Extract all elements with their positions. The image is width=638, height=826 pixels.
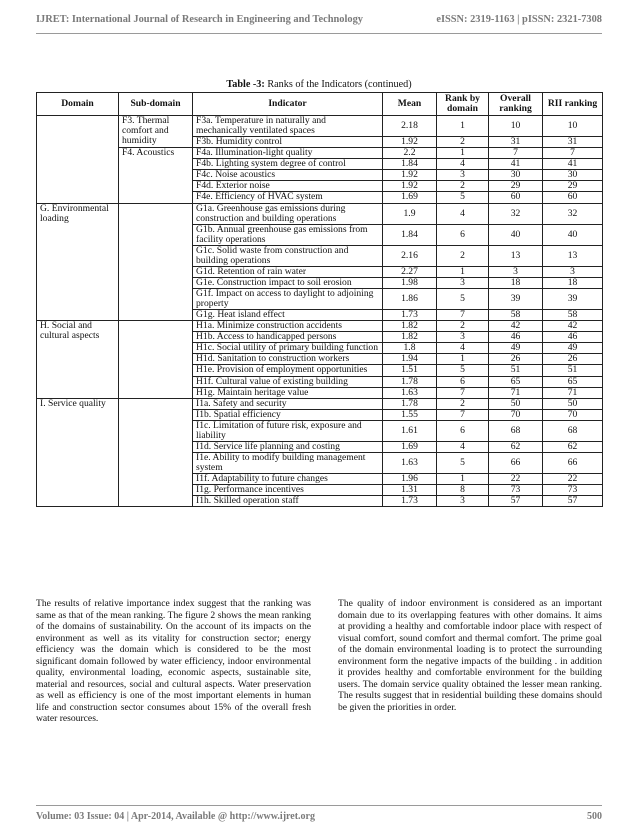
rank-cell: 7 bbox=[437, 310, 489, 321]
domain-cell: H. Social and cultural aspects bbox=[37, 321, 119, 398]
overall-ranking-cell: 3 bbox=[489, 266, 543, 277]
indicator-cell: G1d. Retention of rain water bbox=[193, 266, 383, 277]
mean-cell: 1.63 bbox=[383, 452, 437, 473]
indicator-cell: H1a. Minimize construction accidents bbox=[193, 321, 383, 332]
indicator-cell: I1h. Skilled operation staff bbox=[193, 496, 383, 507]
rank-cell: 4 bbox=[437, 441, 489, 452]
rank-cell: 7 bbox=[437, 387, 489, 398]
mean-cell: 1.84 bbox=[383, 224, 437, 245]
domain-cell: I. Service quality bbox=[37, 398, 119, 507]
overall-ranking-cell: 42 bbox=[489, 321, 543, 332]
indicator-cell: H1g. Maintain heritage value bbox=[193, 387, 383, 398]
rank-cell: 1 bbox=[437, 148, 489, 159]
rank-cell: 2 bbox=[437, 398, 489, 409]
rii-ranking-cell: 65 bbox=[543, 376, 603, 387]
indicator-cell: F4a. Illumination-light quality bbox=[193, 148, 383, 159]
rank-cell: 8 bbox=[437, 485, 489, 496]
mean-cell: 1.94 bbox=[383, 354, 437, 365]
table-row bbox=[37, 203, 603, 224]
table-row bbox=[37, 148, 603, 159]
rank-cell: 5 bbox=[437, 192, 489, 203]
table-caption bbox=[36, 79, 602, 90]
rank-cell: 1 bbox=[437, 266, 489, 277]
rii-ranking-cell: 60 bbox=[543, 192, 603, 203]
subdomain-cell bbox=[119, 398, 193, 507]
rank-cell: 5 bbox=[437, 452, 489, 473]
volume-info: Volume: 03 Issue: 04 | Apr-2014, Available @ http://www.ijret.org bbox=[36, 811, 315, 822]
mean-cell: 1.82 bbox=[383, 321, 437, 332]
rii-ranking-cell: 29 bbox=[543, 181, 603, 192]
indicator-cell: F3b. Humidity control bbox=[193, 137, 383, 148]
rank-cell: 6 bbox=[437, 224, 489, 245]
indicator-cell: I1b. Spatial efficiency bbox=[193, 409, 383, 420]
rii-ranking-cell: 18 bbox=[543, 277, 603, 288]
indicator-cell: H1d. Sanitation to construction workers bbox=[193, 354, 383, 365]
mean-cell: 1.8 bbox=[383, 343, 437, 354]
mean-cell: 1.61 bbox=[383, 420, 437, 441]
rank-cell: 2 bbox=[437, 321, 489, 332]
overall-ranking-cell: 73 bbox=[489, 485, 543, 496]
rank-cell: 3 bbox=[437, 170, 489, 181]
mean-cell: 1.73 bbox=[383, 496, 437, 507]
overall-ranking-cell: 41 bbox=[489, 159, 543, 170]
rii-ranking-cell: 32 bbox=[543, 203, 603, 224]
rii-ranking-cell: 10 bbox=[543, 116, 603, 137]
rank-cell: 4 bbox=[437, 203, 489, 224]
rii-ranking-cell: 46 bbox=[543, 332, 603, 343]
column-header: Sub-domain bbox=[119, 93, 193, 116]
indicator-cell: G1a. Greenhouse gas emissions during construction and building operations bbox=[193, 203, 383, 224]
mean-cell: 1.55 bbox=[383, 409, 437, 420]
mean-cell: 1.63 bbox=[383, 387, 437, 398]
overall-ranking-cell: 32 bbox=[489, 203, 543, 224]
rii-ranking-cell: 50 bbox=[543, 398, 603, 409]
overall-ranking-cell: 51 bbox=[489, 365, 543, 376]
table-row bbox=[37, 321, 603, 332]
mean-cell: 1.92 bbox=[383, 137, 437, 148]
mean-cell: 2.2 bbox=[383, 148, 437, 159]
rii-ranking-cell: 70 bbox=[543, 409, 603, 420]
indicator-cell: I1d. Service life planning and costing bbox=[193, 441, 383, 452]
rank-cell: 6 bbox=[437, 420, 489, 441]
issn-label: eISSN: 2319-1163 | pISSN: 2321-7308 bbox=[436, 14, 602, 25]
mean-cell: 2.16 bbox=[383, 245, 437, 266]
left-paragraph: The results of relative importance index suggest that the ranking was same as that of the mean ranking. The figure 2 shows the mean ranking of the domains of sustainability. On the account of its impacts on the environment as well as its vitality for construction sector; energy efficiency was the domain which is considered to be the most significant domain followed by water efficiency, indoor environmental quality, environmental loading, economic aspects, sustainable site, material and resources, social and cultural aspects. Water preservation as well as efficiency is one of the most important elements in human life and construction sector consumes about 15% of the overall fresh water resources. bbox=[36, 598, 311, 724]
subdomain-cell bbox=[119, 321, 193, 398]
overall-ranking-cell: 50 bbox=[489, 398, 543, 409]
indicator-cell: F4d. Exterior noise bbox=[193, 181, 383, 192]
overall-ranking-cell: 62 bbox=[489, 441, 543, 452]
indicator-cell: I1g. Performance incentives bbox=[193, 485, 383, 496]
overall-ranking-cell: 70 bbox=[489, 409, 543, 420]
mean-cell: 2.27 bbox=[383, 266, 437, 277]
rii-ranking-cell: 66 bbox=[543, 452, 603, 473]
overall-ranking-cell: 58 bbox=[489, 310, 543, 321]
mean-cell: 1.84 bbox=[383, 159, 437, 170]
rii-ranking-cell: 68 bbox=[543, 420, 603, 441]
overall-ranking-cell: 60 bbox=[489, 192, 543, 203]
rank-cell: 1 bbox=[437, 116, 489, 137]
overall-ranking-cell: 66 bbox=[489, 452, 543, 473]
mean-cell: 1.86 bbox=[383, 289, 437, 310]
rii-ranking-cell: 22 bbox=[543, 474, 603, 485]
indicator-cell: F4c. Noise acoustics bbox=[193, 170, 383, 181]
rank-cell: 1 bbox=[437, 474, 489, 485]
mean-cell: 1.69 bbox=[383, 441, 437, 452]
indicator-cell: F3a. Temperature in naturally and mechanically ventilated spaces bbox=[193, 116, 383, 137]
overall-ranking-cell: 31 bbox=[489, 137, 543, 148]
indicator-cell: I1e. Ability to modify building management system bbox=[193, 452, 383, 473]
column-header: Domain bbox=[37, 93, 119, 116]
rank-cell: 2 bbox=[437, 181, 489, 192]
indicator-cell: G1f. Impact on access to daylight to adjoining property bbox=[193, 289, 383, 310]
page-number: 500 bbox=[587, 811, 602, 822]
mean-cell: 1.9 bbox=[383, 203, 437, 224]
rii-ranking-cell: 40 bbox=[543, 224, 603, 245]
column-header: Mean bbox=[383, 93, 437, 116]
indicator-cell: H1c. Social utility of primary building function bbox=[193, 343, 383, 354]
overall-ranking-cell: 10 bbox=[489, 116, 543, 137]
journal-title: IJRET: International Journal of Research in Engineering and Technology bbox=[36, 14, 363, 25]
overall-ranking-cell: 30 bbox=[489, 170, 543, 181]
rii-ranking-cell: 57 bbox=[543, 496, 603, 507]
overall-ranking-cell: 57 bbox=[489, 496, 543, 507]
subdomain-cell: F4. Acoustics bbox=[119, 148, 193, 203]
table-body bbox=[37, 116, 603, 507]
rii-ranking-cell: 42 bbox=[543, 321, 603, 332]
table-row bbox=[37, 398, 603, 409]
mean-cell: 1.51 bbox=[383, 365, 437, 376]
rank-cell: 3 bbox=[437, 496, 489, 507]
rank-cell: 5 bbox=[437, 365, 489, 376]
overall-ranking-cell: 22 bbox=[489, 474, 543, 485]
indicator-cell: G1c. Solid waste from construction and building operations bbox=[193, 245, 383, 266]
header-rule bbox=[36, 33, 602, 34]
mean-cell: 1.31 bbox=[383, 485, 437, 496]
column-header: Indicator bbox=[193, 93, 383, 116]
mean-cell: 1.92 bbox=[383, 181, 437, 192]
overall-ranking-cell: 65 bbox=[489, 376, 543, 387]
rank-cell: 3 bbox=[437, 332, 489, 343]
overall-ranking-cell: 40 bbox=[489, 224, 543, 245]
mean-cell: 2.18 bbox=[383, 116, 437, 137]
mean-cell: 1.82 bbox=[383, 332, 437, 343]
mean-cell: 1.69 bbox=[383, 192, 437, 203]
rank-cell: 5 bbox=[437, 289, 489, 310]
rii-ranking-cell: 3 bbox=[543, 266, 603, 277]
rank-cell: 2 bbox=[437, 245, 489, 266]
overall-ranking-cell: 49 bbox=[489, 343, 543, 354]
overall-ranking-cell: 71 bbox=[489, 387, 543, 398]
rii-ranking-cell: 73 bbox=[543, 485, 603, 496]
indicator-cell: I1c. Limitation of future risk, exposure and liability bbox=[193, 420, 383, 441]
mean-cell: 1.78 bbox=[383, 398, 437, 409]
rank-cell: 1 bbox=[437, 354, 489, 365]
overall-ranking-cell: 7 bbox=[489, 148, 543, 159]
rank-cell: 4 bbox=[437, 159, 489, 170]
column-header: RII ranking bbox=[543, 93, 603, 116]
ranks-table bbox=[36, 92, 603, 507]
rii-ranking-cell: 49 bbox=[543, 343, 603, 354]
rii-ranking-cell: 31 bbox=[543, 137, 603, 148]
subdomain-cell: F3. Thermal comfort and humidity bbox=[119, 116, 193, 148]
column-header: Overall ranking bbox=[489, 93, 543, 116]
rii-ranking-cell: 51 bbox=[543, 365, 603, 376]
indicator-cell: I1a. Safety and security bbox=[193, 398, 383, 409]
overall-ranking-cell: 26 bbox=[489, 354, 543, 365]
footer-rule bbox=[36, 805, 602, 806]
mean-cell: 1.96 bbox=[383, 474, 437, 485]
table-caption-text: Ranks of the Indicators (continued) bbox=[264, 79, 412, 90]
indicator-cell: F4e. Efficiency of HVAC system bbox=[193, 192, 383, 203]
overall-ranking-cell: 68 bbox=[489, 420, 543, 441]
overall-ranking-cell: 13 bbox=[489, 245, 543, 266]
indicator-cell: H1b. Access to handicapped persons bbox=[193, 332, 383, 343]
rii-ranking-cell: 30 bbox=[543, 170, 603, 181]
indicator-cell: F4b. Lighting system degree of control bbox=[193, 159, 383, 170]
rii-ranking-cell: 71 bbox=[543, 387, 603, 398]
rank-cell: 3 bbox=[437, 277, 489, 288]
indicator-cell: G1g. Heat island effect bbox=[193, 310, 383, 321]
rii-ranking-cell: 62 bbox=[543, 441, 603, 452]
mean-cell: 1.98 bbox=[383, 277, 437, 288]
mean-cell: 1.92 bbox=[383, 170, 437, 181]
domain-cell: G. Environmental loading bbox=[37, 203, 119, 321]
rank-cell: 6 bbox=[437, 376, 489, 387]
overall-ranking-cell: 39 bbox=[489, 289, 543, 310]
rii-ranking-cell: 7 bbox=[543, 148, 603, 159]
right-paragraph: The quality of indoor environment is considered as an important domain due to its overlapping features with other domains. It aims at providing a healthy and comfortable indoor place with respect of visual comfort, sound comfort and thermal comfort. The prime goal of the domain environmental loading is to protect the surrounding environment form the negative impacts of the building . in addition it provides healthy and comfortable environment for the building users. The domain service quality obtained the lesser mean ranking. The results suggest that in residential building these domains should be given the priorities in order. bbox=[338, 598, 602, 713]
indicator-cell: G1b. Annual greenhouse gas emissions from facility operations bbox=[193, 224, 383, 245]
overall-ranking-cell: 46 bbox=[489, 332, 543, 343]
table-caption-label: Table -3: bbox=[226, 79, 265, 90]
mean-cell: 1.78 bbox=[383, 376, 437, 387]
table-header-row bbox=[37, 93, 603, 116]
rank-cell: 7 bbox=[437, 409, 489, 420]
rii-ranking-cell: 39 bbox=[543, 289, 603, 310]
rii-ranking-cell: 41 bbox=[543, 159, 603, 170]
indicator-cell: H1f. Cultural value of existing building bbox=[193, 376, 383, 387]
indicator-cell: H1e. Provision of employment opportunities bbox=[193, 365, 383, 376]
indicator-cell: I1f. Adaptability to future changes bbox=[193, 474, 383, 485]
rii-ranking-cell: 26 bbox=[543, 354, 603, 365]
overall-ranking-cell: 18 bbox=[489, 277, 543, 288]
rank-cell: 2 bbox=[437, 137, 489, 148]
rii-ranking-cell: 13 bbox=[543, 245, 603, 266]
mean-cell: 1.73 bbox=[383, 310, 437, 321]
rank-cell: 4 bbox=[437, 343, 489, 354]
column-header: Rank by domain bbox=[437, 93, 489, 116]
indicator-cell: G1e. Construction impact to soil erosion bbox=[193, 277, 383, 288]
rii-ranking-cell: 58 bbox=[543, 310, 603, 321]
table-row bbox=[37, 116, 603, 137]
subdomain-cell bbox=[119, 203, 193, 321]
overall-ranking-cell: 29 bbox=[489, 181, 543, 192]
domain-cell bbox=[37, 116, 119, 204]
